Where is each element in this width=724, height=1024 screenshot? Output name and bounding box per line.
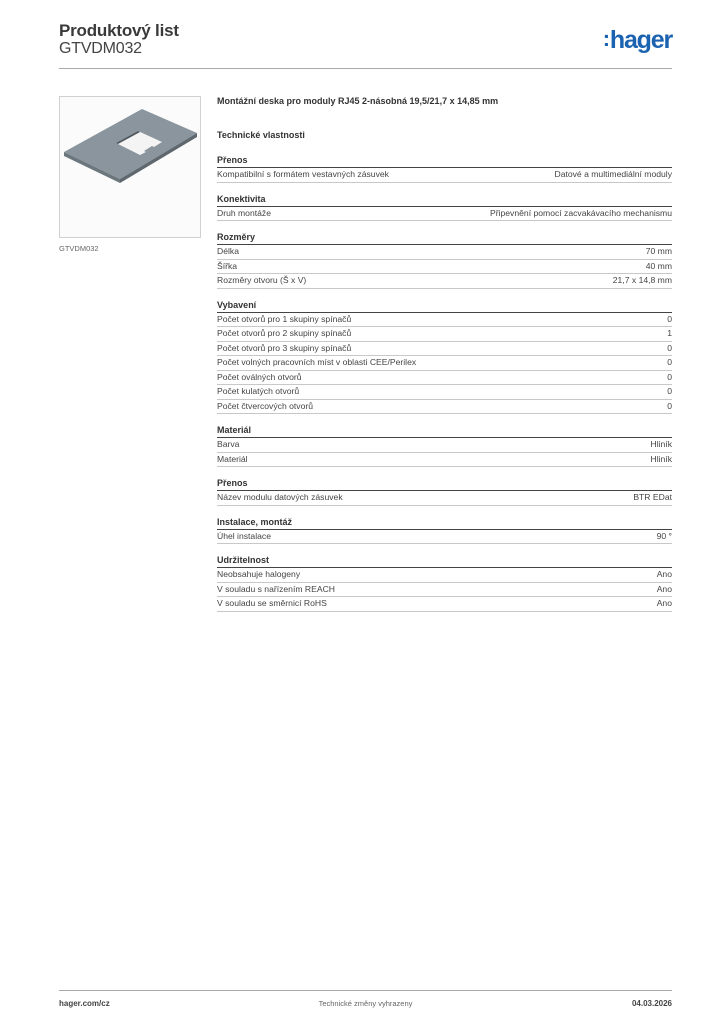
document-title: Produktový list: [59, 21, 179, 40]
spec-section: [217, 192, 672, 222]
spec-row: [217, 597, 672, 612]
spec-label: Rozměry otvoru (Š x V): [217, 275, 307, 285]
section-title: Udržitelnost: [217, 553, 672, 568]
mounting-plate-illustration: [60, 97, 200, 237]
spec-row: [217, 385, 672, 400]
spec-row: [217, 342, 672, 357]
spec-row: [217, 568, 672, 583]
footer-date: 04.03.2026: [631, 999, 672, 1008]
spec-row: [217, 583, 672, 598]
spec-value: BTR EDat: [633, 492, 672, 502]
spec-value: 0: [667, 371, 672, 382]
spec-value: Ano: [656, 569, 672, 579]
section-title: Vybavení: [217, 298, 672, 313]
spec-value: 0: [667, 357, 672, 367]
spec-row: [217, 260, 672, 275]
spec-row: [217, 400, 672, 415]
spec-row: [217, 371, 672, 386]
spec-label: Počet oválných otvorů: [217, 371, 302, 382]
spec-label: Počet čtvercových otvorů: [217, 400, 314, 411]
spec-label: Název modulu datových zásuvek: [217, 492, 343, 502]
header-divider: [59, 68, 672, 69]
page-header: [59, 20, 672, 70]
spec-value: 0: [667, 313, 672, 324]
section-title: Materiál: [217, 423, 672, 438]
spec-value: Ano: [656, 583, 672, 594]
image-caption: GTVDM032: [59, 244, 99, 253]
spec-section: [217, 153, 672, 183]
spec-value: Hliník: [650, 439, 672, 449]
spec-row: [217, 327, 672, 342]
product-description: Montážní deska pro moduly RJ45 2-násobná 19,5/21,7 x 14,85 mm: [217, 96, 499, 106]
spec-row: [217, 491, 672, 506]
spec-row: [217, 453, 672, 468]
spec-section: [217, 476, 672, 506]
spec-label: Počet otvorů pro 2 skupiny spínačů: [217, 328, 352, 338]
spec-row: [217, 313, 672, 328]
spec-value: 40 mm: [645, 260, 672, 271]
spec-label: Barva: [217, 439, 240, 449]
product-details: [217, 96, 672, 612]
technical-properties-heading: Technické vlastnosti: [217, 130, 305, 140]
section-title: Přenos: [217, 153, 672, 168]
section-title: Instalace, montáž: [217, 515, 672, 530]
spec-label: Materiál: [217, 453, 248, 464]
product-code: GTVDM032: [59, 40, 142, 57]
spec-label: Počet volných pracovních míst v oblasti CEE/Perilex: [217, 357, 417, 367]
spec-value: 90 °: [656, 530, 672, 541]
spec-label: Kompatibilní s formátem vestavných zásuvek: [217, 169, 389, 179]
spec-value: 0: [667, 386, 672, 396]
spec-row: [217, 438, 672, 453]
spec-row: [217, 530, 672, 545]
spec-row: [217, 356, 672, 371]
spec-value: Ano: [656, 598, 672, 608]
spec-row: [217, 245, 672, 260]
spec-row: [217, 274, 672, 289]
spec-label: Počet otvorů pro 1 skupiny spínačů: [217, 313, 352, 324]
spec-label: Počet otvorů pro 3 skupiny spínačů: [217, 342, 352, 353]
logo-text: hager: [609, 26, 672, 54]
spec-section: [217, 230, 672, 289]
spec-section: [217, 423, 672, 467]
spec-value: 1: [667, 328, 672, 338]
spec-value: 0: [667, 400, 672, 411]
page-footer: [59, 990, 672, 1008]
footer-note: Technické změny vyhrazeny: [318, 999, 413, 1008]
spec-value: Datové a multimediální moduly: [554, 169, 672, 179]
spec-label: Druh montáže: [217, 207, 271, 218]
spec-section: [217, 298, 672, 415]
spec-label: V souladu s nařízením REACH: [217, 583, 335, 594]
spec-sections: [217, 153, 672, 612]
spec-value: Připevnění pomocí zacvakávacího mechanismu: [490, 207, 672, 218]
spec-value: 0: [667, 342, 672, 353]
spec-label: Počet kulatých otvorů: [217, 386, 300, 396]
spec-label: Délka: [217, 246, 239, 256]
hager-logo: [603, 26, 672, 55]
footer-website[interactable]: hager.com/cz: [59, 999, 110, 1008]
mounting-plate-image: [59, 96, 201, 238]
spec-section: [217, 553, 672, 612]
spec-row: [217, 168, 672, 183]
spec-value: 21,7 x 14,8 mm: [612, 275, 672, 285]
section-title: Přenos: [217, 476, 672, 491]
logo-colon-mark: :: [602, 26, 609, 51]
section-title: Rozměry: [217, 230, 672, 245]
spec-label: Neobsahuje halogeny: [217, 569, 301, 579]
spec-label: Úhel instalace: [217, 530, 271, 541]
spec-label: Šířka: [217, 260, 238, 271]
spec-value: Hliník: [650, 453, 672, 464]
spec-section: [217, 515, 672, 545]
spec-row: [217, 207, 672, 222]
spec-value: 70 mm: [645, 246, 672, 256]
spec-label: V souladu se směrnicí RoHS: [217, 598, 327, 608]
section-title: Konektivita: [217, 192, 672, 207]
